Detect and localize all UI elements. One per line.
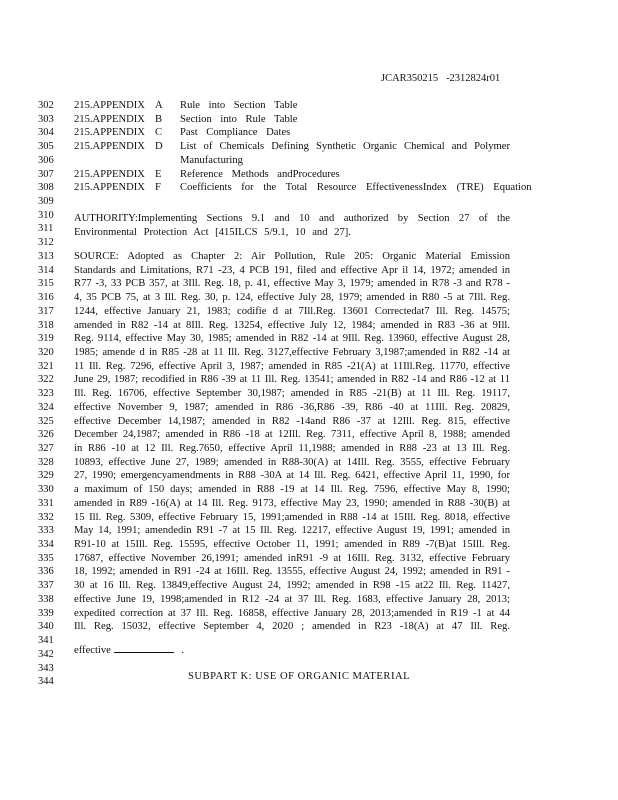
line-number: 320 xyxy=(38,346,54,358)
line-number: 304 xyxy=(38,127,54,139)
line-number: 303 xyxy=(38,113,54,125)
source-line: Ill. Reg. 16706, effective September 30,1987; amended in R85 -21(B) at 11 Ill. Reg. 19117, xyxy=(74,388,510,400)
appendix-letter: E xyxy=(155,168,162,180)
line-number: 329 xyxy=(38,470,54,482)
source-line: Standards and Limitations, R71 -23, 4 PCB 191, filed and effective Apr il 14, 1972; amended in xyxy=(74,264,510,276)
line-number: 318 xyxy=(38,319,54,331)
line-number: 311 xyxy=(38,223,54,235)
line-number: 302 xyxy=(38,100,54,111)
appendix-letter: F xyxy=(155,182,161,194)
line-number: 343 xyxy=(38,662,54,674)
line-number: 334 xyxy=(38,539,54,551)
line-number: 341 xyxy=(38,635,54,647)
source-line: 27, 1990; emergencyamendments in R88 -30A at 14 Ill. Reg. 6421, effective April 11, 1990, for xyxy=(74,470,510,482)
source-line: a maximum of 150 days; amended in R88 -19 at 14 Ill. Reg. 7596, effective May 8, 1990; xyxy=(74,484,510,496)
line-number: 324 xyxy=(38,401,54,413)
appendix-name: 215.APPENDIX xyxy=(74,127,145,139)
line-number: 339 xyxy=(38,607,54,619)
subpart-heading: SUBPART K: USE OF ORGANIC MATERIAL xyxy=(188,671,411,682)
line-number: 316 xyxy=(38,292,54,304)
line-number: 327 xyxy=(38,443,54,454)
line-number: 322 xyxy=(38,374,54,386)
source-line: 30 at 16 Ill. Reg. 13849,effective August 24, 1992; amended in R98 -15 at22 Ill. Reg. 11427, xyxy=(74,580,510,592)
appendix-title: Reference Methods andProcedures xyxy=(180,168,340,180)
source-line: in R86 -10 at 12 Ill. Reg.7650, effective April 11,1988; amended in R88 -23 at 13 Ill. Reg. xyxy=(74,443,510,454)
line-number: 337 xyxy=(38,580,54,592)
document-code: JCAR350215 xyxy=(381,73,439,84)
appendix-letter: A xyxy=(155,100,163,111)
source-line: expedited correction at 37 Ill. Reg. 16858, effective January 28, 2013;amended in R19 -1 at 44 xyxy=(74,607,510,619)
source-line: 15 Ill. Reg. 5309, effective February 15, 1991;amended in R88 -14 at 15Ill. Reg. 8018, effective xyxy=(74,511,510,523)
line-number: 305 xyxy=(38,141,54,153)
appendix-name: 215.APPENDIX xyxy=(74,141,145,153)
source-line: May 14, 1991; amendedin R91 -7 at 15 Ill. Reg. 12217, effective August 19, 1991; amended in xyxy=(74,525,510,537)
line-number: 330 xyxy=(38,484,54,496)
line-number: 319 xyxy=(38,333,54,345)
source-line: amended in R89 -16(A) at 14 Ill. Reg. 9173, effective May 23, 1990; amended in R88 -30(B) at xyxy=(74,497,510,509)
source-line: amended in R82 -14 at 8Ill. Reg. 13254, effective July 12, 1984; amended in R83 -36 at 9Ill. xyxy=(74,319,510,331)
line-number: 344 xyxy=(38,676,54,688)
line-number: 317 xyxy=(38,305,54,317)
line-number: 328 xyxy=(38,456,54,468)
authority-line: Environmental Protection Act [415ILCS 5/9.1, 10 and 27]. xyxy=(74,227,351,238)
appendix-title: List of Chemicals Defining Synthetic Organic Chemical and Polymer xyxy=(180,141,510,153)
line-number: 314 xyxy=(38,264,54,276)
source-line: 17687, effective November 26,1991; amended inR91 -9 at 16Ill. Reg. 3132, effective February xyxy=(74,552,510,564)
source-line: 11 Ill. Reg. 7296, effective April 3, 1987; amended in R85 -21(A) at 11Ill.Reg. 11770, effective xyxy=(74,360,510,372)
appendix-name: 215.APPENDIX xyxy=(74,113,145,125)
source-line: December 24,1987; amended in R86 -18 at 12Ill. Reg. 7311, effective April 8, 1988; amended xyxy=(74,429,510,441)
line-number: 310 xyxy=(38,209,54,221)
source-line: 1244, effective January 21, 1983; codifie d at 7Ill.Reg. 13601 Correctedat7 Ill. Reg. 14575; xyxy=(74,305,510,317)
line-number: 333 xyxy=(38,525,54,537)
appendix-name: 215.APPENDIX xyxy=(74,100,145,111)
line-number: 313 xyxy=(38,250,54,262)
source-last-word: effective xyxy=(74,645,111,656)
source-line: 10893, effective June 27, 1989; amended in R88-30(A) at 14Ill. Reg. 3555, effective February xyxy=(74,456,510,468)
line-number: 340 xyxy=(38,621,54,633)
line-number: 308 xyxy=(38,182,54,194)
source-line: R91-10 at 15Ill. Reg. 15595, effective October 11, 1991; amended in R89 -7(B)at 15Ill. Reg. xyxy=(74,539,510,551)
appendix-letter: D xyxy=(155,141,163,153)
appendix-letter: B xyxy=(155,113,163,125)
source-line: SOURCE: Adopted as Chapter 2: Air Pollution, Rule 205: Organic Material Emission xyxy=(74,250,510,262)
source-line: 18, 1992; amended in R91 -24 at 16Ill. Reg. 13555, effective August 24, 1992; amended in R91 - xyxy=(74,566,510,578)
authority-line: AUTHORITY:Implementing Sections 9.1 and 10 and authorized by Section 27 of the xyxy=(74,213,510,224)
appendix-title: Past Compliance Dates xyxy=(180,127,291,139)
line-number: 335 xyxy=(38,552,54,564)
appendix-title: Rule into Section Table xyxy=(180,100,298,111)
line-number: 307 xyxy=(38,168,54,180)
appendix-title: Coefficients for the Total Resource EffectivenessIndex (TRE) Equation xyxy=(180,182,532,194)
appendix-title: Section into Rule Table xyxy=(180,113,298,125)
line-number: 326 xyxy=(38,429,54,441)
line-number: 325 xyxy=(38,415,54,427)
line-number: 323 xyxy=(38,388,54,400)
line-number: 338 xyxy=(38,593,54,605)
document-id-header xyxy=(381,73,500,84)
line-number: 315 xyxy=(38,278,54,290)
line-number: 312 xyxy=(38,237,54,249)
appendix-title-continued: Manufacturing xyxy=(180,154,243,166)
appendix-name: 215.APPENDIX xyxy=(74,182,145,194)
source-line: R77 -3, 33 PCB 357, at 3Ill. Reg. 18, p. 41, effective May 3, 1979; amended in R78 -3 and R78 - xyxy=(74,278,510,290)
source-end-period: . xyxy=(181,645,185,656)
source-line: effective June 19, 1998;amended in R12 -24 at 37 Ill. Reg. 1683, effective January 28, 2013; xyxy=(74,593,510,605)
source-line: effective November 9, 1987; amended in R86 -36,R86 -39, R86 -40 at 11Ill. Reg. 20829, xyxy=(74,401,510,413)
source-line: Reg. 9114, effective May 30, 1985; amended in R82 -14 at 9Ill. Reg. 13960, effective August 28, xyxy=(74,333,510,345)
source-line: June 29, 1987; recodified in R86 -39 at 11 Ill. Reg. 13541; amended in R82 -14 and R86 -12 at 11 xyxy=(74,374,510,386)
source-line: Ill. Reg. 15032, effective September 4, 2020 ; amended in R23 -18(A) at 47 Ill. Reg. xyxy=(74,621,510,633)
source-line: 4, 35 PCB 75, at 3 Ill. Reg. 30, p. 124, effective July 28, 1979; amended in R80 -5 at 7Ill. Reg. xyxy=(74,292,510,304)
document-revision: -2312824r01 xyxy=(446,73,501,84)
source-last-line xyxy=(74,645,510,656)
appendix-name: 215.APPENDIX xyxy=(74,168,145,180)
line-number: 342 xyxy=(38,648,54,660)
line-number: 336 xyxy=(38,566,54,578)
line-number: 309 xyxy=(38,196,54,208)
line-number: 321 xyxy=(38,360,54,372)
line-number: 331 xyxy=(38,497,54,509)
source-line: effective December 14,1987; amended in R82 -14and R86 -37 at 12Ill. Reg. 815, effective xyxy=(74,415,510,427)
blank-line xyxy=(114,652,174,653)
appendix-letter: C xyxy=(155,127,163,139)
source-line: 1985; amende d in R85 -28 at 11 Ill. Reg. 3127,effective February 3,1987;amended in R82 -14 at xyxy=(74,346,510,358)
line-number: 306 xyxy=(38,154,54,166)
line-number: 332 xyxy=(38,511,54,523)
